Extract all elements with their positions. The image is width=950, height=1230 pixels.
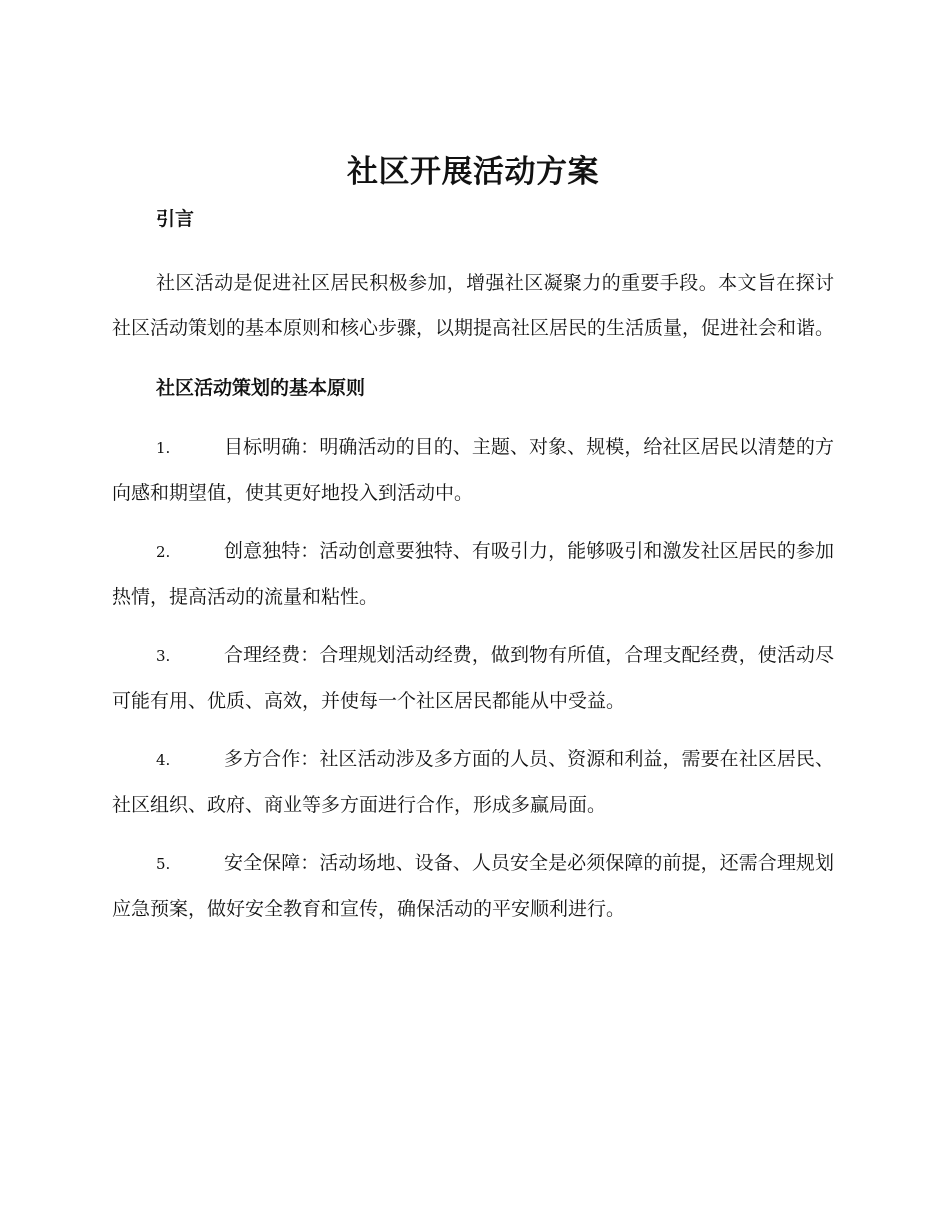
principle-item — [112, 425, 834, 516]
document-title: 社区开展活动方案 — [347, 154, 599, 190]
principle-item — [112, 841, 834, 932]
principle-number: 2. — [156, 543, 171, 561]
principle-item — [112, 529, 834, 620]
principle-text: 创意独特：活动创意要独特、有吸引力，能够吸引和激发社区居民的参加热情，提高活动的流量和粘性。 — [112, 540, 834, 608]
principles-heading: 社区活动策划的基本原则 — [156, 377, 366, 399]
document-body — [112, 150, 834, 932]
principle-text: 合理经费：合理规划活动经费，做到物有所值，合理支配经费，使活动尽可能有用、优质、高效，并使每一个社区居民都能从中受益。 — [112, 644, 834, 712]
principles-list — [112, 425, 834, 932]
principle-item — [112, 633, 834, 724]
intro-paragraph: 社区活动是促进社区居民积极参加，增强社区凝聚力的重要手段。本文旨在探讨社区活动策划的基本原则和核心步骤，以期提高社区居民的生活质量，促进社会和谐。 — [112, 272, 835, 339]
principle-text: 安全保障：活动场地、设备、人员安全是必须保障的前提，还需合理规划应急预案，做好安全教育和宣传，确保活动的平安顺利进行。 — [112, 852, 834, 920]
principle-number: 4. — [156, 751, 171, 769]
principle-number: 5. — [156, 855, 171, 873]
principle-number: 3. — [156, 647, 171, 665]
principle-number: 1. — [156, 439, 171, 457]
intro-heading: 引言 — [156, 208, 195, 230]
principle-item — [112, 737, 834, 828]
principle-text: 目标明确：明确活动的目的、主题、对象、规模，给社区居民以清楚的方向感和期望值，使其更好地投入到活动中。 — [112, 436, 834, 504]
principle-text: 多方合作：社区活动涉及多方面的人员、资源和利益，需要在社区居民、社区组织、政府、商业等多方面进行合作，形成多赢局面。 — [112, 748, 834, 816]
